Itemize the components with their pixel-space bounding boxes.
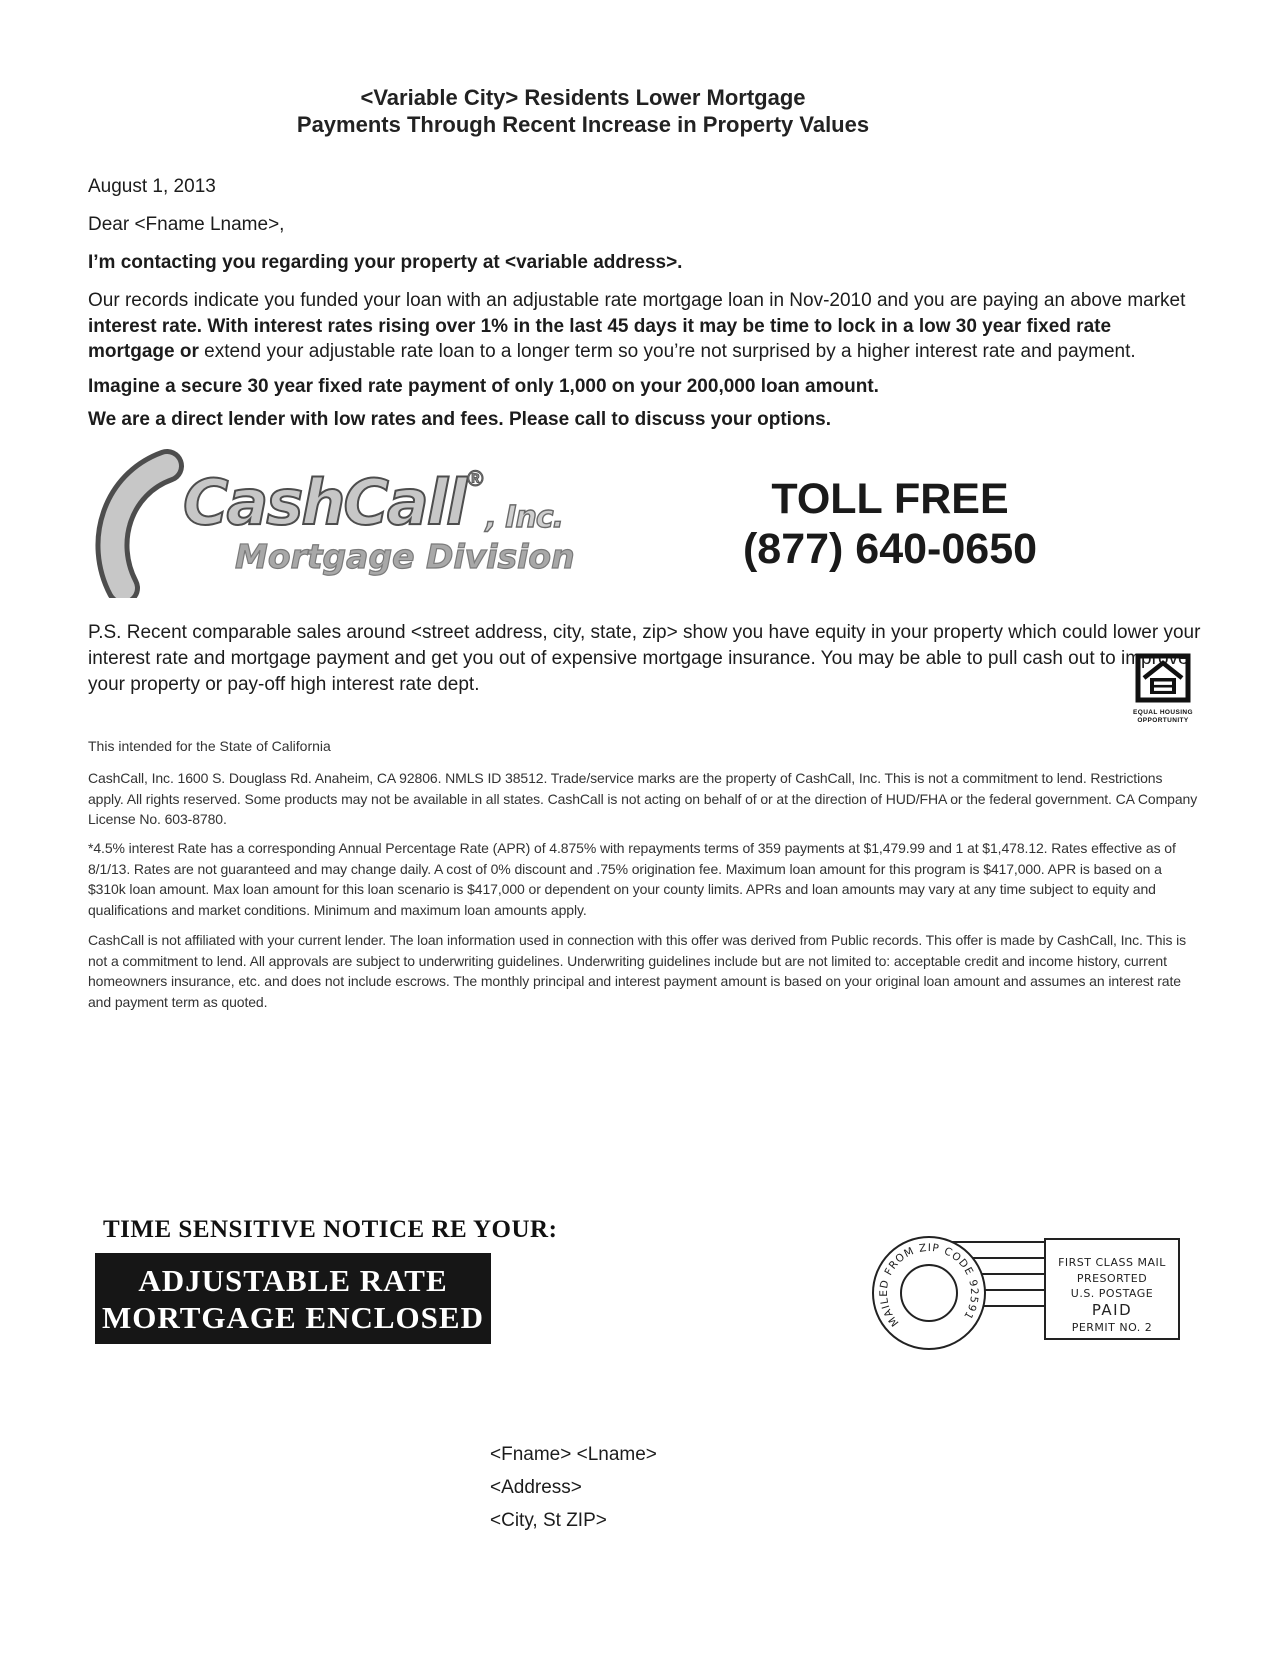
brand-suffix: , Inc. — [485, 500, 563, 535]
postage-indicia — [818, 1225, 1190, 1350]
postage-box-line: U.S. POSTAGE — [1070, 1287, 1154, 1300]
postage-box-line: FIRST CLASS MAIL — [1058, 1256, 1166, 1269]
greeting: Dear <Fname Lname>, — [88, 214, 285, 235]
title-line-1: <Variable City> Residents Lower Mortgage — [360, 85, 806, 110]
fine-print-paragraph-3: CashCall is not affiliated with your current lender. The loan information used in connection with this offer was derived from Public records. This offer is made by CashCall, Inc. This is not a commitment to lend. All approvals are subject to underwriting guidelines. Underwriting guidelines include but are not limited to: acceptable credit and income history, current homeowners insurance, etc. and does not include escrows. The monthly principal and interest payment amount is based on your original loan amount and assumes an interest rate and payment term as quoted. — [88, 932, 1187, 1010]
registered-mark-icon: ® — [467, 466, 484, 491]
mortgage-enclosed-box — [95, 1253, 491, 1344]
postage-box — [1045, 1239, 1179, 1339]
recipient-address: <Address> — [490, 1477, 582, 1498]
postage-box-line: PERMIT NO. 2 — [1071, 1321, 1153, 1334]
division-text: Mortgage Division — [235, 537, 575, 576]
brand-text: CashCall — [183, 466, 466, 539]
ps-paragraph: P.S. Recent comparable sales around <street address, city, state, zip> show you have equity in your property which could lower your interest rate and mortgage payment and get you out of expensive mortgage insurance. You may be able to pull cash out to improve your property or pay-off high interest rate dept. — [88, 622, 1201, 695]
recipient-city: <City, St ZIP> — [490, 1510, 607, 1531]
fine-print-paragraph-1: CashCall, Inc. 1600 S. Douglass Rd. Anaheim, CA 92806. NMLS ID 38512. Trade/service marks are the property of CashCall, Inc. This is not a commitment to lend. Restrictions apply. All rights reserved. Some products may not be available in all states. CashCall is not acting on behalf of or at the direction of HUD/FHA or the federal government. CA Company License No. 603-8780. — [88, 770, 1198, 827]
imagine-line: Imagine a secure 30 year fixed rate payment of only 1,000 on your 200,000 loan amount. — [88, 376, 879, 397]
equal-housing-logo — [1118, 653, 1208, 724]
cashcall-logo — [85, 448, 605, 603]
body-paragraph: Our records indicate you funded your loan with an adjustable rate mortgage loan in Nov-2010 and you are paying an above market interest rate. With interest rates rising over 1% in the last 45 days it may be time to lock in a low 30 year fixed rate mortgage or extend your adjustable rate loan to a longer term so you’re not surprised by a higher interest rate and payment. — [88, 290, 1186, 362]
equal-housing-caption: EQUAL HOUSING OPPORTUNITY — [1133, 709, 1193, 724]
notice-box-line-1: ADJUSTABLE RATE — [138, 1263, 448, 1298]
fine-print-paragraph-2: *4.5% interest Rate has a corresponding Annual Percentage Rate (APR) of 4.875% with repayments terms of 359 payments at $1,479.99 and 1 at $1,478.12. Rates effective as of 8/1/13. Rates are not guaranteed and may change daily. A cost of 0% discount and .75% origination fee. Maximum loan amount for this program is $417,000. APR is based on a $310k loan amount. Max loan amount for this loan scenario is $417,000 or dependent on your county limits. APRs and loan amounts may vary at any time subject to equity and qualifications and market conditions. Minimum and maximum loan amounts apply. — [88, 840, 1176, 918]
toll-free-number: (877) 640-0650 — [742, 525, 1038, 573]
toll-free-label: TOLL FREE — [771, 475, 1009, 523]
direct-lender-line: We are a direct lender with low rates and fees. Please call to discuss your options. — [88, 409, 832, 430]
notice-box-line-2: MORTGAGE ENCLOSED — [102, 1300, 484, 1335]
postage-box-line: PAID — [1091, 1301, 1133, 1319]
time-sensitive-label: TIME SENSITIVE NOTICE RE YOUR: — [103, 1216, 558, 1243]
recipient-address-block — [490, 1438, 657, 1537]
title-line-2: Payments Through Recent Increase in Property Values — [296, 112, 870, 137]
equal-housing-icon — [1135, 690, 1191, 707]
postage-circle-stamp — [873, 1237, 985, 1349]
intro-line: I’m contacting you regarding your property at <variable address>. — [88, 252, 683, 273]
date-line: August 1, 2013 — [88, 176, 216, 197]
postage-circle-text: MAILED FROM ZIP CODE 92591 — [877, 1241, 981, 1329]
phone-handset-icon — [85, 448, 197, 603]
recipient-name: <Fname> <Lname> — [490, 1444, 657, 1465]
toll-free-block — [690, 474, 1090, 574]
letter-title — [0, 84, 1166, 138]
postage-box-line: PRESORTED — [1076, 1272, 1148, 1285]
state-disclaimer: This intended for the State of California — [88, 738, 331, 754]
